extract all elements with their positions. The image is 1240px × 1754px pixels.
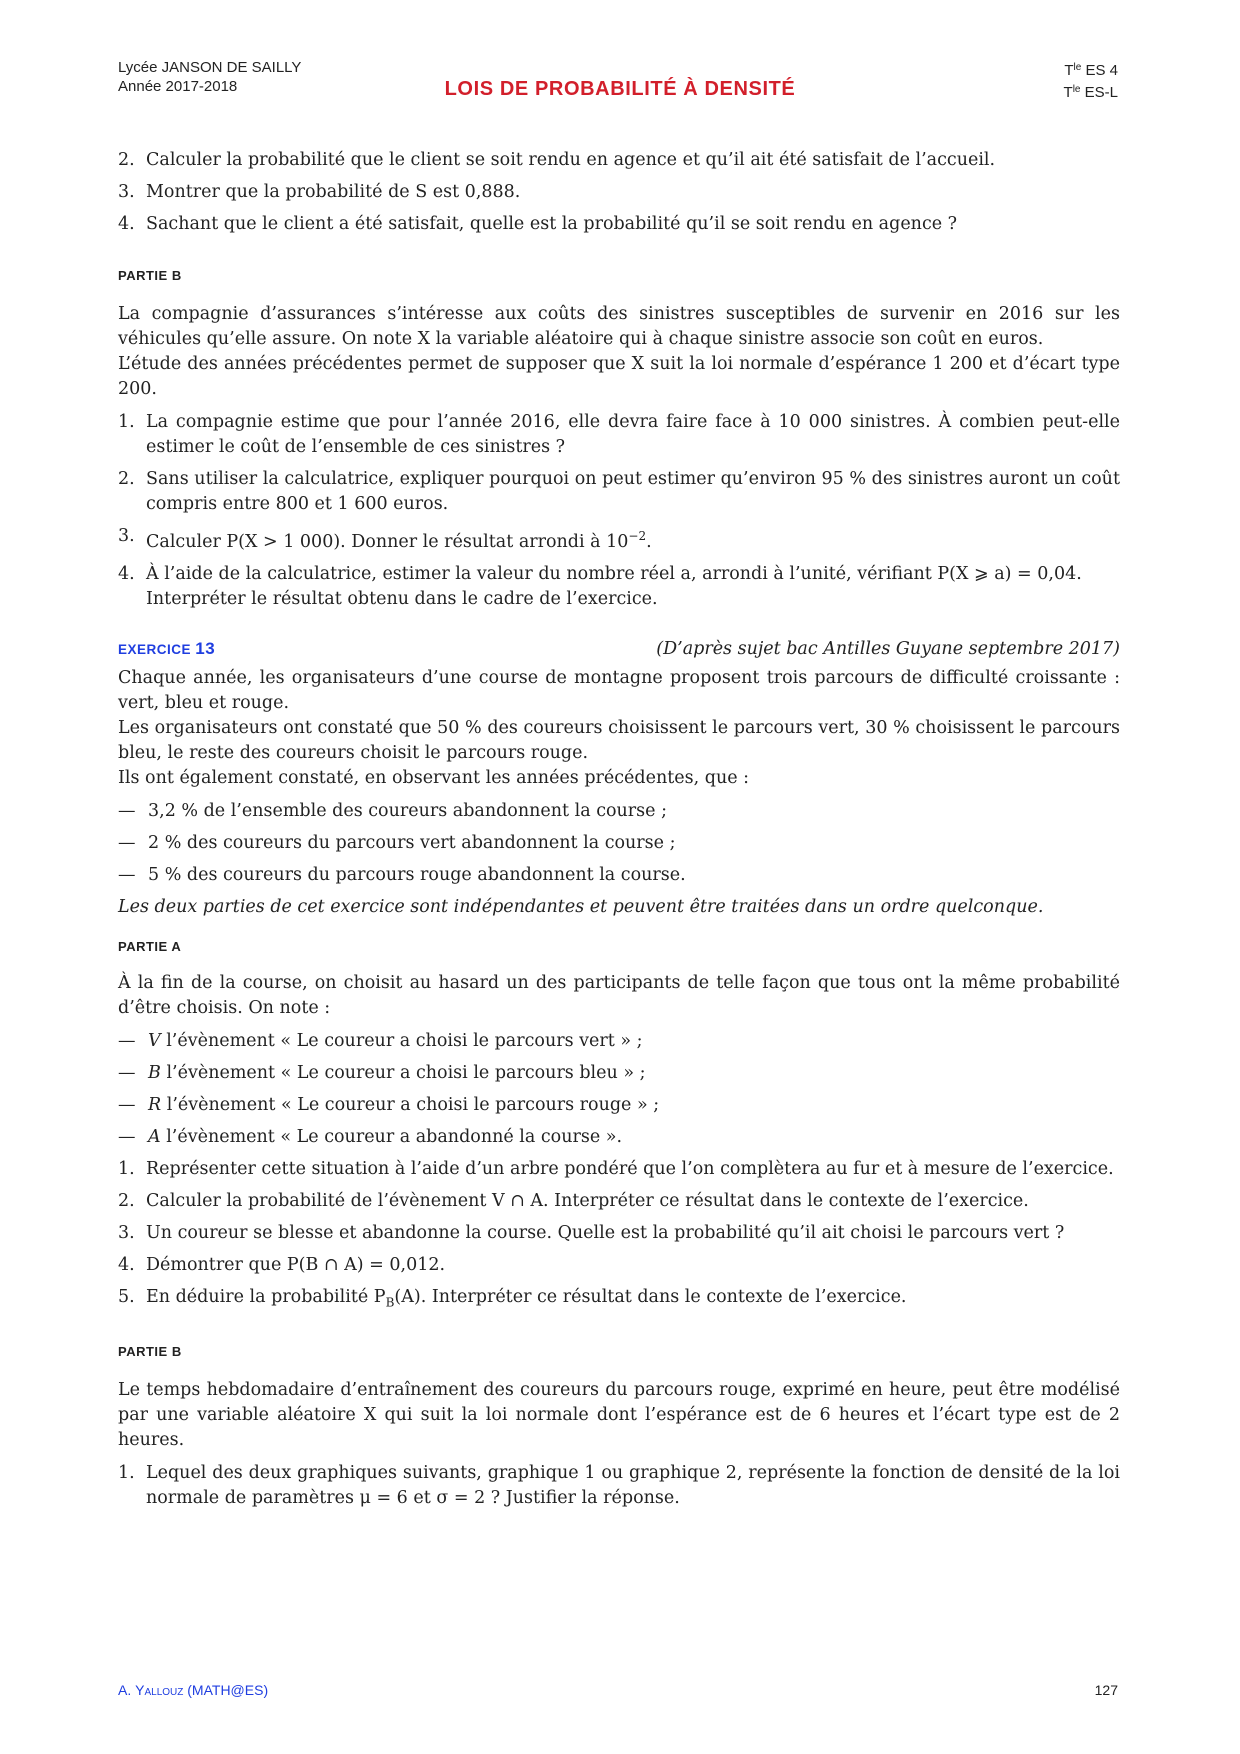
paragraph: Les organisateurs ont constaté que 50 % des coureurs choisissent le parcours vert, 30 % choisissent le parcours bleu, le reste des coureurs choisit le parcours rouge. [118, 717, 1120, 763]
exercise-header [118, 636, 1120, 662]
class-label-2: $T^{le}$ ES-L [1063, 84, 1118, 101]
list-item: 4. À l’aide de la calculatrice, estimer la valeur du nombre réel a, arrondi à l’unité, vérifiant P(X ⩾ a) = 0,04. Interpréter le résultat obtenu dans le cadre de l’exercice. [118, 563, 1082, 609]
section-heading: PARTIE B [118, 1344, 182, 1360]
paragraph: À la fin de la course, on choisit au hasard un des participants de telle façon que tous ont la même probabilité d’être choisis. On note : [118, 972, 1120, 1018]
footer-author: A. Yallouz (MATH@ES) [118, 1682, 269, 1698]
list-item: 4. Sachant que le client a été satisfait, quelle est la probabilité qu’il se soit rendu en agence ? [118, 214, 958, 234]
list-item: 3. Calculer P(X > 1 000). Donner le résultat arrondi à $10^{-2}$. [118, 526, 652, 552]
list-item: 1. La compagnie estime que pour l’année 2016, elle devra faire face à 10 000 sinistres. À combien peut-elle estimer le coût de l’ensemble de ces sinistres ? [118, 412, 1120, 457]
paragraph: Le temps hebdomadaire d’entraînement des coureurs du parcours rouge, exprimé en heure, peut être modélisé par une variable aléatoire X qui suit la loi normale dont l’espérance est de 6 heures et l’écart type est de 2 heures. [118, 1380, 1120, 1451]
partie-a-list [118, 1157, 1120, 1316]
list-item: — V l’évènement « Le coureur a choisi le parcours vert » ; [118, 1030, 643, 1051]
list-item: 2. Sans utiliser la calculatrice, expliquer pourquoi on peut estimer qu’environ 95 % des sinistres auront un coût compris entre 800 et 1 600 euros. [118, 469, 1120, 514]
list-item: 2. Calculer la probabilité que le client se soit rendu en agence et qu’il ait été satisfait de l’accueil. [118, 150, 996, 170]
paragraph: Chaque année, les organisateurs d’une course de montagne proposent trois parcours de difficulté croissante : vert, bleu et rouge. [118, 667, 1120, 713]
events-list [118, 1029, 1120, 1150]
list-item: 4. Démontrer que P(B ∩ A) = 0,012. [118, 1254, 446, 1275]
partie-b-13-list [118, 1461, 1120, 1511]
list-item: — R l’évènement « Le coureur a choisi le parcours rouge » ; [118, 1094, 660, 1115]
list-item: 3. Montrer que la probabilité de S est 0,888. [118, 182, 521, 202]
school-name: Lycée JANSON DE SAILLY [118, 59, 302, 76]
observations-list [118, 799, 1120, 888]
list-item: 3. Un coureur se blesse et abandonne la course. Quelle est la probabilité qu’il ait choisi le parcours vert ? [118, 1222, 1065, 1243]
partie-a-continued-list [118, 148, 1120, 237]
partie-b-list [118, 410, 1120, 612]
page-title: LOIS DE PROBABILITÉ À DENSITÉ [444, 78, 796, 100]
list-item: 1. Lequel des deux graphiques suivants, graphique 1 ou graphique 2, représente la fonction de densité de la loi normale de paramètres μ = 6 et σ = 2 ? Justifier la réponse. [118, 1463, 1120, 1509]
list-item: — 3,2 % de l’ensemble des coureurs abandonnent la course ; [118, 800, 667, 821]
paragraph: L’étude des années précédentes permet de supposer que X suit la loi normale d’espérance 1 200 et d’écart type 200. [118, 354, 1120, 399]
exercise-label: EXERCICE 13 [118, 638, 216, 658]
main-content [118, 148, 1120, 1518]
section-heading: PARTIE B [118, 268, 182, 283]
exercise-source: (D’après sujet bac Antilles Guyane septembre 2017) [656, 638, 1120, 659]
independence-note: Les deux parties de cet exercice sont indépendantes et peuvent être traitées dans un ordre quelconque. [118, 896, 1044, 917]
list-item: — A l’évènement « Le coureur a abandonné la course ». [118, 1126, 623, 1147]
header-right [1064, 58, 1118, 102]
list-item: — 2 % des coureurs du parcours vert abandonnent la course ; [118, 832, 676, 853]
page-number: 127 [1094, 1682, 1118, 1698]
school-year: Année 2017-2018 [118, 78, 238, 95]
list-item: 5. En déduire la probabilité $P_B(A)$. Interpréter ce résultat dans le contexte de l’exercice. [118, 1286, 907, 1310]
list-item: — 5 % des coureurs du parcours rouge abandonnent la course. [118, 864, 686, 885]
section-heading: PARTIE A [118, 938, 182, 954]
class-label-1: $T^{le}$ ES 4 [1064, 62, 1118, 79]
list-item: — B l’évènement « Le coureur a choisi le parcours bleu » ; [118, 1062, 646, 1083]
list-item: 2. Calculer la probabilité de l’évènement V ∩ A. Interpréter ce résultat dans le contexte de l’exercice. [118, 1190, 1029, 1211]
paragraph: Ils ont également constaté, en observant les années précédentes, que : [118, 767, 750, 788]
paragraph: La compagnie d’assurances s’intéresse aux coûts des sinistres susceptibles de survenir en 2016 sur les véhicules qu’elle assure. On note X la variable aléatoire qui à chaque sinistre associe son coût en euros. [118, 304, 1120, 349]
list-item: 1. Représenter cette situation à l’aide d’un arbre pondéré que l’on complètera au fur et à mesure de l’exercice. [118, 1158, 1114, 1179]
